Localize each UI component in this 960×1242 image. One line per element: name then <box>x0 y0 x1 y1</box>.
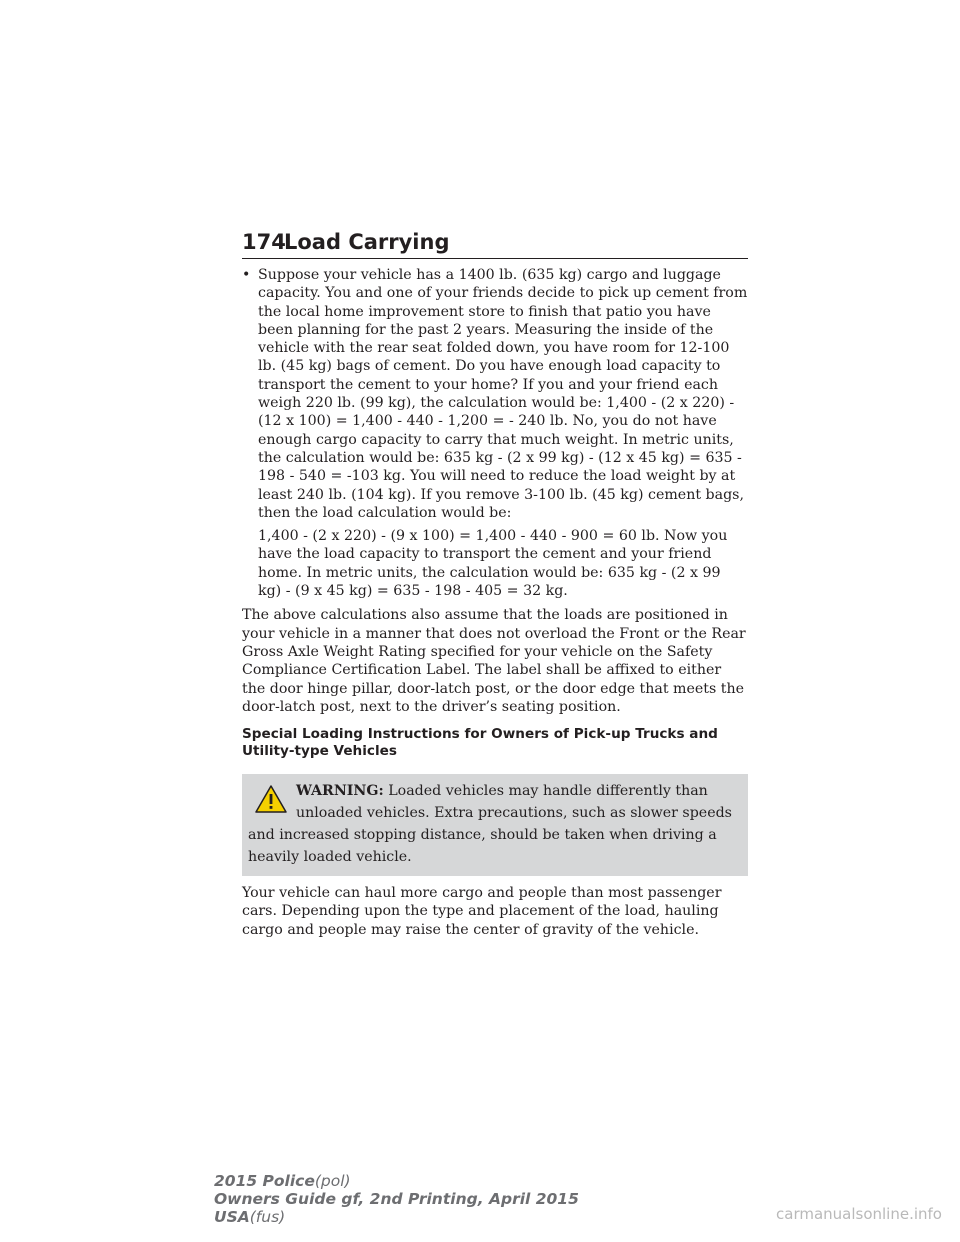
warning-box <box>242 774 748 876</box>
paragraph-center-of-gravity: Your vehicle can haul more cargo and people than most passenger cars. Depending upon the type and placement of the load, hauling cargo and people may raise the center of gravity of the vehicle. <box>242 885 722 938</box>
bullet-text: Suppose your vehicle has a 1400 lb. (635 kg) cargo and luggage capacity. You and one of your friends decide to pick up cement from the local home improvement store to finish that patio you have been planning for the past 2 years. Measuring the inside of the vehicle with the rear seat folded down, you have room for 12-100 lb. (45 kg) bags of cement. Do you have enough load capacity to transport the cement to your home? If you and your friend each weigh 220 lb. (99 kg), the calculation would be: 1,400 - (2 x 220) - (12 x 100) = 1,400 - 440 - 1,200 = - 240 lb. No, you do not have enough cargo capacity to carry that much weight. In metric units, the calculation would be: 635 kg - (2 x 99 kg) - (12 x 45 kg) = 635 - 198 - 540 = -103 kg. You will need to reduce the load weight by at least 240 lb. (104 kg). If you remove 3-100 lb. (45 kg) cement bags, then the load calculation would be: <box>258 267 748 521</box>
bullet-item <box>242 266 748 522</box>
page-number: 174 <box>242 230 286 254</box>
page-header <box>242 228 748 259</box>
section-title: Load Carrying <box>284 230 450 254</box>
page-footer <box>214 1172 579 1226</box>
footer-market-code: (fus) <box>249 1208 286 1226</box>
warning-label: WARNING: <box>296 783 384 800</box>
footer-model-code: (pol) <box>314 1172 351 1190</box>
footer-market: USA <box>214 1208 250 1226</box>
section-subheading: Special Loading Instructions for Owners of Pick-up Trucks and Utility-type Vehicles <box>242 726 718 760</box>
warning-text: Loaded vehicles may handle differently than unloaded vehicles. Extra precautions, such as slower speeds and increased stopping distance, should be taken when driving a heavily loaded vehicle. <box>248 783 732 866</box>
indented-calculation: 1,400 - (2 x 220) - (9 x 100) = 1,400 - 440 - 900 = 60 lb. Now you have the load capacity to transport the cement and your friend home. In metric units, the calculation would be: 635 kg - (2 x 99 kg) - (9 x 45 kg) = 635 - 198 - 405 = 32 kg. <box>258 528 728 600</box>
paragraph-axle-rating: The above calculations also assume that the loads are positioned in your vehicle in a manner that does not overload the Front or the Rear Gross Axle Weight Rating specified for your vehicle on the Safety Compliance Certification Label. The label shall be affixed to either the door hinge pillar, door-latch post, or the door edge that meets the door-latch post, next to the driver’s seating position. <box>242 607 746 715</box>
watermark: carmanualsonline.info <box>776 1205 942 1223</box>
warning-triangle-icon <box>254 784 288 814</box>
bullet-mark: • <box>242 267 251 283</box>
footer-line-3 <box>214 1208 579 1226</box>
footer-line-1 <box>214 1172 579 1190</box>
page-body <box>242 266 748 939</box>
footer-line-2: Owners Guide gf, 2nd Printing, April 2015 <box>214 1190 579 1208</box>
footer-model: 2015 Police <box>214 1172 315 1190</box>
